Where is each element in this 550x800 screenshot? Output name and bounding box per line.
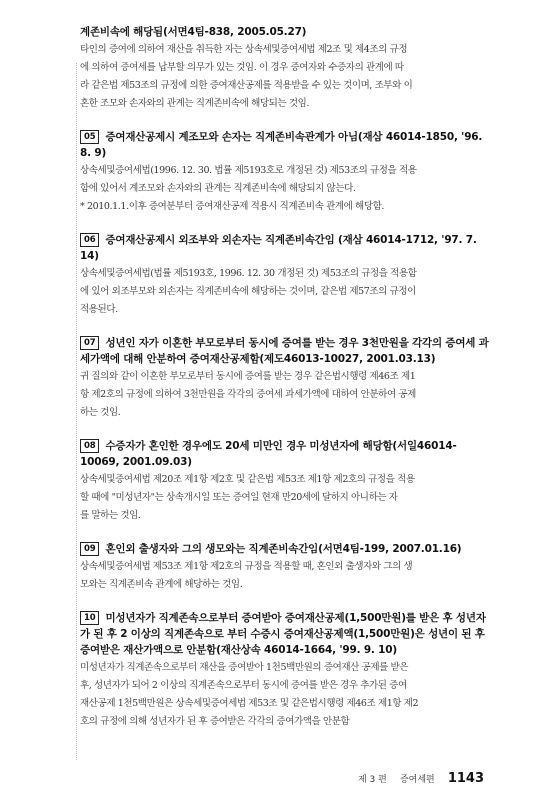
section-heading (80, 438, 490, 470)
body-line: 에 있어 외조부모와 외손자는 직계존비속에 해당하는 것이며, 같은법 제57조의 규정이 (80, 286, 416, 297)
body-line: 호의 규정에 의해 성년자가 된 후 증여받은 각각의 증여가액을 안분함 (80, 716, 350, 727)
section-heading-text: 미성년자가 직계존속으로부터 증여받아 증여재산공제(1,500만원)를 받은 후 성년자가 된 후 2 이상의 직계존속으로 부터 수증시 증여재산공제액(1,500만원)은 성년이 된 후 증여받은 재산가액으로 안분함(재산상속 46014-1664, '99. 9. 10) (80, 612, 486, 656)
body-line: 모와는 직계존비속 관계에 해당하는 것임. (80, 579, 243, 590)
section-heading-text: 계존비속에 해당됨(서면4팀-838, 2005.05.27) (80, 26, 307, 38)
body-line: 상속세및증여세법(1996. 12. 30. 법률 제5193호로 개정된 것) 제53조의 규정을 적용 (80, 165, 417, 176)
section-body (80, 265, 490, 319)
body-line: 재산공제 1천5백만원은 상속세및증여세법 제53조 및 같은법시행령 제46조 제1항 제2 (80, 698, 419, 709)
section-ruling-04-cont (80, 24, 490, 113)
section-heading (80, 24, 490, 40)
body-line: 함에 있어서 계조모와 손자와의 관계는 직계존비속에 해당되지 않는다. (80, 183, 356, 194)
section-heading (80, 610, 490, 658)
body-line: 적용된다. (80, 304, 118, 315)
section-ruling-06 (80, 232, 490, 319)
footer-chapter: 제 3 편 (358, 775, 387, 785)
section-heading-text: 증여재산공제시 외조부와 외손자는 직계존비속간임 (재삼 46014-1712, '97. 7. 14) (80, 234, 477, 262)
section-body (80, 471, 490, 525)
body-line: 에 의하여 증여세를 납부할 의무가 있는 것임. 이 경우 증여자와 수증자의 관계에 따 (80, 62, 404, 73)
section-heading (80, 335, 490, 367)
section-body (80, 659, 490, 731)
section-heading (80, 129, 490, 161)
section-ruling-07 (80, 335, 490, 422)
body-line: 하는 것임. (80, 407, 121, 418)
footer-title: 증여세편 (399, 775, 435, 785)
section-number-badge: 10 (80, 611, 99, 625)
body-line: 할 때에 "미성년자"는 상속개시일 또는 증여일 현재 만20세에 달하지 아니하는 자 (80, 492, 398, 503)
body-line: 타인의 증여에 의하여 재산을 취득한 자는 상속세및증여세법 제2조 및 제4조의 규정 (80, 44, 408, 55)
body-line: 귀 질의와 같이 이혼한 부모로부터 동시에 증여를 받는 경우 같은법시행령 제46조 제1 (80, 371, 416, 382)
body-line: 후, 성년자가 되어 2 이상의 직계존속으로부터 동시에 증여를 받은 경우 추가된 증여 (80, 680, 407, 691)
section-number-badge: 05 (80, 130, 99, 144)
page-footer (358, 767, 484, 786)
margin-rule (76, 63, 78, 760)
section-number-badge: 08 (80, 439, 99, 453)
body-line: 항 제2호의 규정에 의하여 3천만원을 각각의 증여세 과세가액에 대하여 안분하여 공제 (80, 389, 416, 400)
body-line: 혼한 조모와 손자와의 관계는 직계존비속에 해당되는 것임. (80, 98, 309, 109)
section-heading-text: 증여재산공제시 계조모와 손자는 직계존비속관계가 아님(재삼 46014-1850, '96. 8. 9) (80, 131, 483, 159)
page-content (80, 16, 490, 747)
section-ruling-10 (80, 610, 490, 731)
body-line: 미성년자가 직계존속으로부터 재산을 증여받아 1천5백만원의 증여재산 공제를 받은 (80, 662, 409, 673)
section-heading (80, 541, 490, 557)
section-number-badge: 06 (80, 233, 99, 247)
section-body (80, 162, 490, 216)
body-line: 상속세및증여세법 제53조 제1항 제2호의 규정을 적용할 때, 혼인외 출생자와 그의 생 (80, 561, 413, 572)
section-body (80, 41, 490, 113)
section-number-badge: 09 (80, 542, 99, 556)
body-line: 상속세및증여세법 제20조 제1항 제2호 및 같은법 제53조 제1항 제2호의 규정을 적용 (80, 474, 415, 485)
body-line: 라 같은법 제53조의 규정에 의한 증여재산공제를 적용받을 수 있는 것이며, 조부와 이 (80, 80, 413, 91)
section-heading (80, 232, 490, 264)
section-ruling-09 (80, 541, 490, 594)
page-number: 1143 (447, 771, 484, 786)
section-heading-text: 수증자가 혼인한 경우에도 20세 미만인 경우 미성년자에 해당함(서일46014-10069, 2001.09.03) (80, 440, 457, 468)
body-line: 를 말하는 것임. (80, 510, 141, 521)
section-ruling-08 (80, 438, 490, 525)
section-number-badge: 07 (80, 336, 99, 350)
section-body (80, 368, 490, 422)
section-heading-text: 혼인외 출생자와 그의 생모와는 직계존비속간임(서면4팀-199, 2007.01.16) (105, 543, 462, 555)
body-line: 상속세및증여세법(법률 제5193호, 1996. 12. 30 개정된 것) 제53조의 규정을 적용함 (80, 268, 417, 279)
section-heading-text: 성년인 자가 이혼한 부모로부터 동시에 증여를 받는 경우 3천만원을 각각의 증여세 과세가액에 대해 안분하여 증여재산공제함(제도46013-10027, 2001.03.13) (80, 337, 489, 365)
body-line: * 2010.1.1.이후 증여분부터 증여재산공제 적용시 직계존비속 관계에 해당함. (80, 201, 385, 212)
section-body (80, 558, 490, 594)
section-ruling-05 (80, 129, 490, 216)
